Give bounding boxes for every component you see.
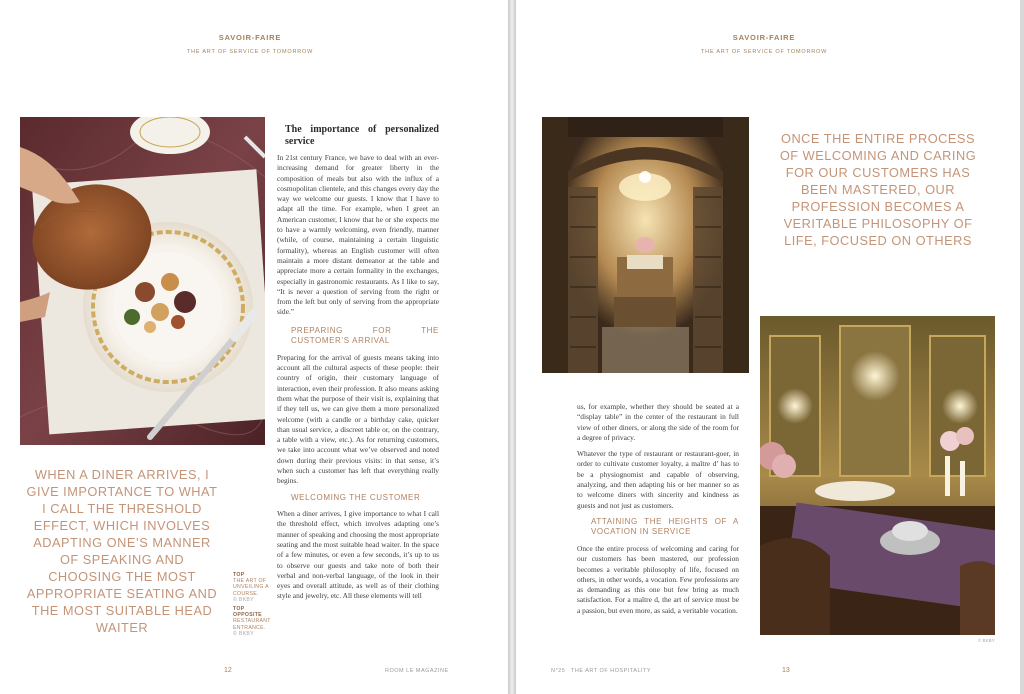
section-title-right: SAVOIR-FAIRE: [732, 33, 796, 42]
left-page: [0, 0, 508, 694]
caption-1-credit: © BKBY: [233, 596, 254, 603]
page-number-left: 12: [224, 667, 232, 674]
article-column-right: [577, 402, 739, 622]
folio-left: ROOM LE MAGAZINE: [385, 668, 449, 674]
section-subtitle: THE ART OF SERVICE OF TOMORROW: [186, 49, 314, 55]
photo-credit-right: © BKBY: [978, 638, 995, 643]
caption-2-credit: © BKBY: [233, 630, 254, 637]
article-heading: The importance of personalized service: [285, 124, 439, 147]
caption-1-tag: TOP: [233, 572, 245, 578]
loyalty-paragraph: Whatever the type of restaurant or restaurant-goer, in order to cultivate customer loyalty, a maître d’ has to be a physiognomist and capable of observing, analyzing, and then adapting his or her manner so as to welcome diners with sincerity and kindness as guests and not just as customers.: [577, 449, 739, 510]
continued-paragraph: us, for example, whether they should be seated at a “display table” in the center of the restaurant in full view of other diners, or along the side of the room for a degree of privacy.: [577, 402, 739, 442]
caption-2-text: RESTAURANT ENTRANCE.: [233, 618, 271, 631]
intro-paragraph: In 21st century France, we have to deal with an ever-increasing demand for greater liberty in the composition of meals but also with the influx of a cosmopolitan clientele, and this changes every day the way we welcome our guests. I know that I have to adapt all the time. For example, when I greet an American customer, I know that he or she expects me to have a warmly welcoming, even friendly, manner (while, of course, maintaining a certain linguistic formality), whereas an English customer will often maintain a more distant demeanor at the table and appreciate more a certain formality in the exchanges, especially in gastronomic restaurants. As I like to say, “It is never a question of serving from the right or from the left but only of serving from the appropriate side.”: [277, 153, 439, 317]
vocation-paragraph: Once the entire process of welcoming and caring for our customers has been mastered, our profession becomes a veritable philosophy of life, focused on others, in other words, a vocation. Few professions are as demanding as this one but few bring as much satisfaction. For a maître d, the art of service must be a passion, but even more, as said, a veritable vocation.: [577, 543, 739, 615]
paragraph-preparing: Preparing for the arrival of guests means taking into account all the cultural aspects of these people: their country of origin, their customary language of interaction, even their profession. It also means asking them what the purpose of their visit is, explaining that if they tell us, we can give them a more personalized welcome (with a candle or a birthday cake, quicker than usual service, a discreet table or, on the contrary, a table with a view, etc.). As for returning customers, we take into account what we’ve observed and noted down during their previous visits: in that sense, it’s when such a customer has left that everything really begins.: [277, 352, 439, 486]
article-column-left: [277, 124, 439, 608]
pull-quote-right: ONCE THE ENTIRE PROCESS OF WELCOMING AND CARING FOR OUR CUSTOMERS HAS BEEN MASTERED, OUR PROFESSION BECOMES A VERITABLE PHILOSOPHY OF LIFE, FOCUSED ON OTHERS: [779, 131, 977, 248]
page-number-right: 13: [782, 667, 790, 674]
right-page: [516, 0, 1020, 694]
dining-room-photo: [760, 316, 995, 635]
folio-right: THE ART OF HOSPITALITY: [571, 668, 652, 674]
folio-issue: N°25: [551, 668, 566, 674]
subhead-vocation: ATTAINING THE HEIGHTS OF A VOCATION IN SERVICE: [591, 516, 739, 537]
subhead-preparing: PREPARING FOR THE CUSTOMER’S ARRIVAL: [291, 325, 439, 346]
photo-captions: [233, 572, 273, 637]
section-subtitle-right: THE ART OF SERVICE OF TOMORROW: [700, 49, 828, 55]
paragraph-welcoming: When a diner arrives, I give importance to what I call the threshold effect, which involves adapting one’s manner of speaking and choosing the most appropriate seating and the most suitable head waiter. In the space of a few minutes, or even a few seconds, it’s up to us to observe our guests and take note of both their verbal and non-verbal language, of the look in their eyes and overall attitude, as well as of their clothing style and jewelry, etc. All these elements will tell: [277, 509, 439, 601]
pull-quote-left: WHEN A DINER ARRIVES, I GIVE IMPORTANCE TO WHAT I CALL THE THRESHOLD EFFECT, WHICH INVOLVES ADAPTING ONE’S MANNER OF SPEAKING AND CHOOSING THE MOST APPROPRIATE SEATING AND THE MOST SUITABLE HEAD WAITER: [26, 467, 218, 635]
page-gutter: [508, 0, 516, 694]
dish-photo: [20, 117, 265, 445]
caption-1-text: THE ART OF UNVEILING A COURSE.: [233, 578, 269, 597]
section-title: SAVOIR-FAIRE: [218, 33, 282, 42]
restaurant-entrance-photo: [542, 117, 749, 373]
subhead-welcoming: WELCOMING THE CUSTOMER: [291, 492, 421, 502]
caption-2-tag: TOP OPPOSITE: [233, 606, 262, 619]
